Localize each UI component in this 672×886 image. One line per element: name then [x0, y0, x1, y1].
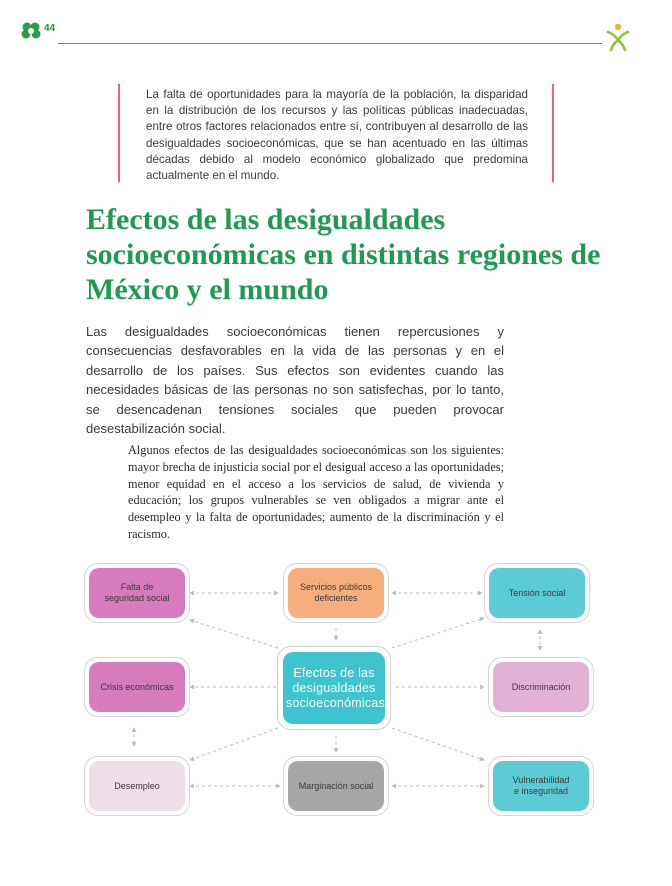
node-tension-box	[489, 568, 585, 618]
node-center-box	[283, 652, 385, 724]
node-servicios-label: Servicios públicos deficientes	[299, 582, 373, 603]
node-vulnerabilidad	[488, 756, 594, 816]
node-vulnerabilidad-box	[493, 761, 589, 811]
section-heading: Efectos de las desigualdades socioeconómicas en distintas regiones de México y el mundo	[86, 203, 601, 306]
node-crisis-box	[89, 662, 185, 712]
node-falta-seguridad	[84, 563, 190, 623]
node-discriminacion-box	[493, 662, 589, 712]
node-marginacion-label: Marginación social	[298, 780, 374, 791]
node-marginacion	[283, 756, 389, 816]
node-falta-seguridad-label: Falta de seguridad social	[104, 582, 170, 603]
node-marginacion-box	[288, 761, 384, 811]
node-servicios-box	[288, 568, 384, 618]
node-desempleo-box	[89, 761, 185, 811]
node-vulnerabilidad-label: Vulnerabilidad e inseguridad	[512, 775, 570, 796]
effects-paragraph: Algunos efectos de las desigualdades socioeconómicas son los siguientes: mayor brecha de injusticia social por el desigual acceso a las oportunidades; menor equidad en el acceso a los servicios de salud, de vivienda y educación; los grupos vulnerables se ven obligados a migrar ante el desempleo y la falta de oportunidades; aumento de la discriminación y el racismo.	[128, 443, 504, 541]
node-center	[277, 646, 391, 730]
node-crisis	[84, 657, 190, 717]
node-tension-label: Tensión social	[508, 587, 566, 598]
node-discriminacion	[488, 657, 594, 717]
page-number: 44	[44, 23, 56, 34]
node-servicios	[283, 563, 389, 623]
node-discriminacion-label: Discriminación	[511, 681, 571, 692]
node-tension	[484, 563, 590, 623]
node-center-label: Efectos de las desigualdades socioeconómicas	[286, 665, 385, 710]
body-paragraph: Las desigualdades socioeconómicas tienen repercusiones y consecuencias desfavorables en la vida de las personas y en el desarrollo de los países. Sus efectos son evidentes cuando las necesidades básicas de las personas no son satisfechas, por lo tanto, se desencadenan tensiones sociales que pueden provocar desestabilización social.	[86, 324, 504, 437]
intro-paragraph: La falta de oportunidades para la mayoría de la población, la disparidad en la distribución de los recursos y las políticas públicas inadecuadas, entre otros factores relacionados entre sí, contribuyen al desarrollo de las desigualdades socioeconómicas, que se han acentuado en las últimas décadas debido al modelo económico globalizado que predomina actualmente en el mundo.	[146, 88, 528, 183]
node-crisis-label: Crisis económicas	[100, 681, 174, 692]
node-falta-seguridad-box	[89, 568, 185, 618]
node-desempleo-label: Desempleo	[114, 780, 160, 791]
node-desempleo	[84, 756, 190, 816]
